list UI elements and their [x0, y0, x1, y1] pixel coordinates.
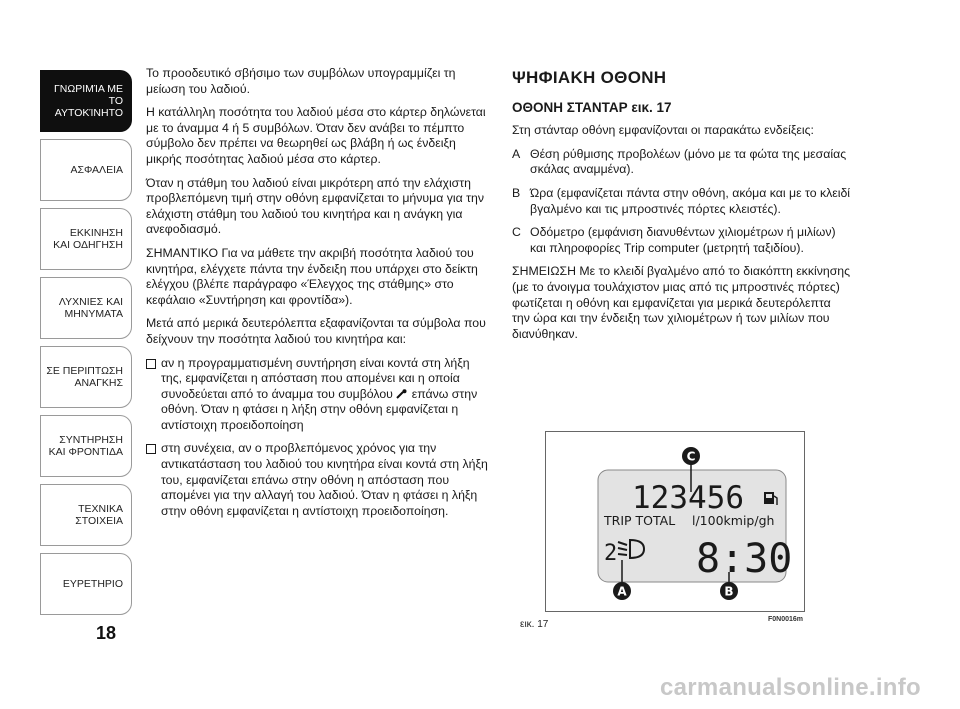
paragraph: Η κατάλληλη ποσότητα του λαδιού μέσα στο κάρτερ δηλώνεται με το άναμμα 4 ή 5 συμβόλων. Όταν δεν ανάβει το πέμπτο σύμβολο δεν πρέπει να θεωρηθεί ως βλάβη ή ως ένδειξη μικρής ποσότητας λαδιού μέσα στο κάρτερ. — [146, 105, 486, 166]
page-number: 18 — [96, 623, 117, 643]
display-figure — [545, 431, 805, 612]
tab-maintenance[interactable]: ΣΥΝΤΗΡΗΣΗ ΚΑΙ ΦΡΟΝΤΙΔΑ — [40, 415, 132, 477]
item-letter: C — [512, 225, 521, 240]
tab-emergency[interactable]: ΣΕ ΠΕΡΙΠΤΩΣΗ ΑΝΑΓΚΗΣ — [40, 346, 132, 408]
left-text-column — [146, 66, 492, 527]
bullet-item — [146, 356, 492, 434]
figure-code: F0N0016m — [768, 616, 804, 623]
tab-warning-lights[interactable]: ΛΥΧΝΙΕΣ ΚΑΙ ΜΗΝΥΜΑΤΑ — [40, 277, 132, 339]
figure-caption: εικ. 17 — [520, 619, 549, 630]
list-item — [512, 147, 852, 178]
item-text: Ώρα (εμφανίζεται πάντα στην οθόνη, ακόμα και με το κλειδί βγαλμένο και τις μπροστινές πόρτες κλειστές). — [530, 185, 851, 216]
marker-c-label: C — [686, 449, 696, 464]
paragraph: Το προοδευτικό σβήσιμο των συμβόλων υπογραμμίζει τη μείωση του λαδιού. — [146, 66, 456, 96]
headlight-level-value: 2 — [604, 541, 618, 566]
note-paragraph: ΣΗΜΕΙΩΣΗ Με το κλειδί βγαλμένο από το διακόπτη εκκίνησης (με το άνοιγμα τουλάχιστον μιας από τις μπροστινές πόρτες) φωτίζεται η οθόνη και εμφανίζεται για μερικά δευτερόλεπτα την ώρα και την ένδειξη των χιλιομέτρων ή των μιλίων που διανύθηκαν. — [512, 264, 851, 341]
section-title: ΨΗΦΙΑΚΗ ΟΘΟΝΗ — [512, 68, 667, 87]
chapter-sidebar — [40, 70, 134, 622]
item-text: Θέση ρύθμισης προβολέων (μόνο με τα φώτα της μεσαίας σκάλας αναμμένα). — [530, 146, 847, 177]
display-illustration — [546, 432, 804, 611]
bullet-text: αν η προγραμματισμένη συντήρηση είναι κοντά στη λήξη της, εμφανίζεται η απόσταση που απομένει και η οποία συνοδεύεται από το άναμμα του συμβόλου επάνω στην οθόνη. Όταν η φτάσει η λήξη στην οθόνη εμφανίζεται η αντίστοιχη προειδοποίηση — [161, 355, 478, 432]
item-letter: B — [512, 185, 521, 200]
bullet-text: στη συνέχεια, αν ο προβλεπόμενος χρόνος για την αντικατάσταση του λαδιού του κινητήρα είναι κοντά στη λήξη του, εμφανίζεται επάνω στην οθόνη η απόσταση που απομένει για την αλλαγή του λαδιού. Όταν η φτάσει η λήξη στην οθόνη εμφανίζεται η αντίστοιχη προειδοποίηση. — [161, 441, 488, 518]
important-note: ΣΗΜΑΝΤΙΚΟ Για να μάθετε την ακριβή ποσότητα λαδιού του κινητήρα, ελέγχετε πάντα την ένδειξη που υπάρχει στο δείκτη ελέγχου (βλέπε παράγραφο «Έλεγχος της στάθμης» στο κεφάλαιο «Συντήρηση και φροντίδα»). — [146, 245, 478, 307]
marker-b-label: B — [724, 584, 734, 599]
bullet-item — [146, 441, 492, 519]
tab-technical-data[interactable]: ΤΕΧΝΙΚΑ ΣΤΟΙΧΕΙΑ — [40, 484, 132, 546]
checkbox-bullet-icon — [146, 359, 156, 369]
paragraph: Μετά από μερικά δευτερόλεπτα εξαφανίζονται τα σύμβολα που δείχνουν την ποσότητα λαδιού του κινητήρα και: — [146, 316, 486, 346]
tab-safety[interactable]: ΑΣΦΑΛΕΙΑ — [40, 139, 132, 201]
watermark-text: carmanualsonline.info — [660, 674, 922, 701]
clock-readout: 8:30 — [696, 536, 793, 582]
tab-starting-driving[interactable]: ΕΚΚΙΝΗΣΗ ΚΑΙ ΟΔΗΓΗΣΗ — [40, 208, 132, 270]
unit-label: l/100kmip/gh — [692, 513, 775, 528]
right-text-column — [512, 66, 852, 350]
tab-index[interactable]: ΕΥΡΕΤΗΡΙΟ — [40, 553, 132, 615]
checkbox-bullet-icon — [146, 444, 156, 454]
odometer-readout: 123456 — [632, 480, 744, 516]
item-letter: A — [512, 146, 521, 161]
list-item — [512, 186, 852, 217]
trip-total-label: TRIP TOTAL — [604, 513, 676, 528]
list-item — [512, 225, 852, 256]
item-text: Οδόμετρο (εμφάνιση διανυθέντων χιλιομέτρων ή μιλίων) και πληροφορίες Trip computer (μετρητή ταξιδίου). — [530, 225, 836, 255]
intro-text: Στη στάνταρ οθόνη εμφανίζονται οι παρακάτω ενδείξεις: — [512, 123, 814, 138]
marker-a-label: A — [617, 584, 627, 599]
wrench-icon — [396, 389, 408, 399]
paragraph: Όταν η στάθμη του λαδιού είναι μικρότερη από την ελάχιστη προβλεπόμενη τιμή στην οθόνη εμφανίζεται το μήνυμα για την ελάχιστη στάθμη του λαδιού του κινητήρα και η ανάγκη για ανεφοδιασμό. — [146, 175, 484, 237]
section-subtitle: ΟΘΟΝΗ ΣΤΑΝΤΑΡ εικ. 17 — [512, 99, 672, 115]
tab-getting-to-know[interactable]: ΓΝΩΡΙΜΊΑ ΜΕ ΤΟ ΑΥΤΟΚΊΝΗΤΟ — [40, 70, 132, 132]
